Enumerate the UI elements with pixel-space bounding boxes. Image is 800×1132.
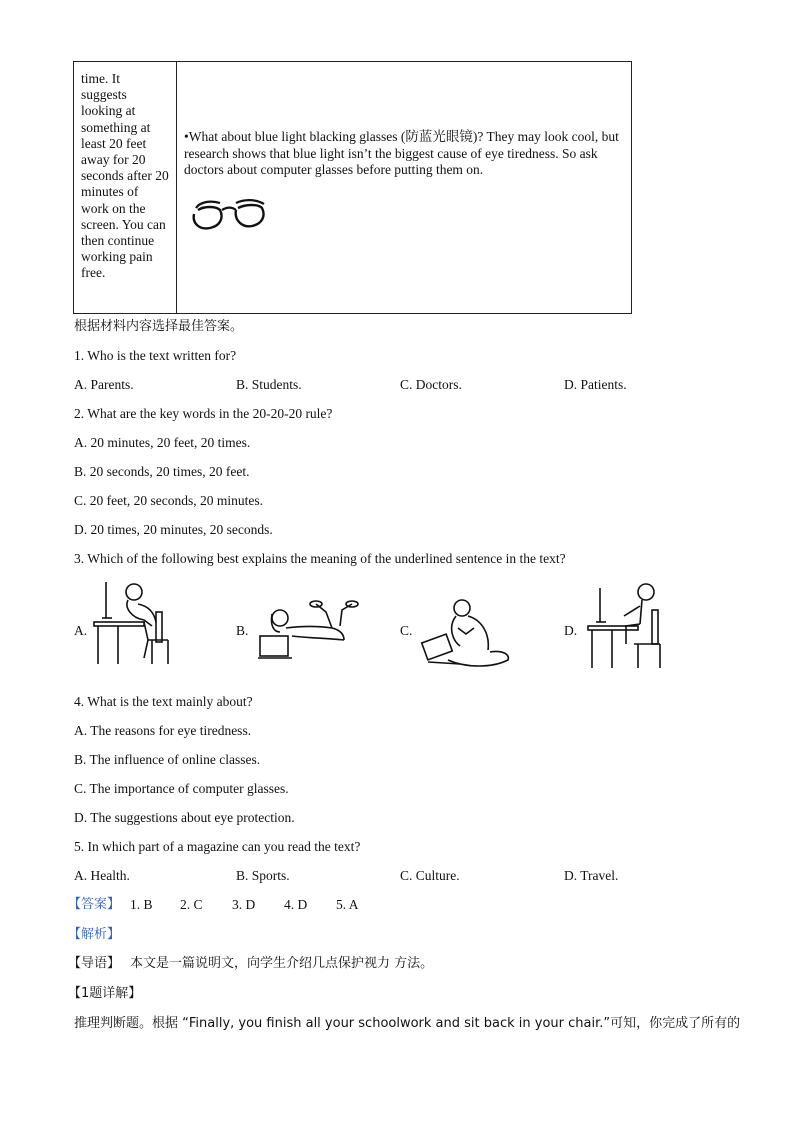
question-5-stem: 5. In which part of a magazine can you read the text? (74, 839, 361, 854)
answer-item-4: 4. D (284, 897, 308, 912)
q1-option-b[interactable]: B. Students. (236, 377, 302, 392)
question-1-stem: 1. Who is the text written for? (74, 348, 237, 363)
q4-option-b[interactable]: B. The influence of online classes. (74, 752, 261, 767)
q3-option-a[interactable]: A. (74, 623, 88, 638)
question-4-stem: 4. What is the text mainly about? (74, 694, 253, 709)
q3-option-c[interactable]: C. (400, 623, 413, 638)
guide-text: 本文是一篇说明文，向学生介绍几点保护视力 方法。 (130, 956, 434, 971)
answer-label: 【答案】 (68, 897, 121, 912)
question-3-stem: 3. Which of the following best explains the meaning of the underlined sentence in the text? (74, 551, 566, 566)
q4-option-c[interactable]: C. The importance of computer glasses. (74, 781, 289, 796)
q2-option-b[interactable]: B. 20 seconds, 20 times, 20 feet. (74, 464, 250, 479)
sitting-on-floor-laptop-icon (418, 598, 514, 670)
instruction-text: 根据材料内容选择最佳答案。 (74, 319, 244, 334)
table-left-cell (74, 62, 177, 313)
q4-option-d[interactable]: D. The suggestions about eye protection. (74, 810, 295, 825)
analysis-label: 【解析】 (68, 927, 121, 942)
answer-item-3: 3. D (232, 897, 256, 912)
q4-option-a[interactable]: A. The reasons for eye tiredness. (74, 723, 252, 738)
right-cell-text: •What about blue light blacking glasses (防蓝光眼镜)? They may look cool, but research shows that blue light isn’t the biggest cause of eye tiredness. So ask doctors about computer glasses before putting them on. (184, 129, 619, 178)
q5-option-d[interactable]: D. Travel. (564, 868, 619, 883)
q2-option-d[interactable]: D. 20 times, 20 minutes, 20 seconds. (74, 522, 273, 537)
detail-label: 【1题详解】 (68, 986, 142, 1001)
q2-option-a[interactable]: A. 20 minutes, 20 feet, 20 times. (74, 435, 251, 450)
q5-option-b[interactable]: B. Sports. (236, 868, 290, 883)
q1-option-a[interactable]: A. Parents. (74, 377, 134, 392)
q5-option-c[interactable]: C. Culture. (400, 868, 460, 883)
guide-label: 【导语】 (68, 956, 121, 971)
q1-option-d[interactable]: D. Patients. (564, 377, 627, 392)
q3-option-b[interactable]: B. (236, 623, 249, 638)
answer-item-2: 2. C (180, 897, 203, 912)
answer-item-1: 1. B (130, 897, 153, 912)
question-2-stem: 2. What are the key words in the 20-20-20 rule? (74, 406, 333, 421)
q3-option-d[interactable]: D. (564, 623, 578, 638)
q2-option-c[interactable]: C. 20 feet, 20 seconds, 20 minutes. (74, 493, 263, 508)
q5-option-a[interactable]: A. Health. (74, 868, 130, 883)
slouching-at-desk-icon (88, 578, 178, 666)
left-cell-text: time. It suggests looking at something at least 20 feet away for 20 seconds after 20 minutes of work on the screen. You can then continue working pain free. (81, 71, 169, 281)
upright-at-desk-icon (584, 580, 668, 670)
passage-table (73, 61, 632, 314)
glasses-icon (190, 194, 268, 240)
detail-text: 推理判断题。根据 “Finally, you finish all your schoolwork and sit back in your chair.”可知，你完成了所有的 (74, 1016, 741, 1031)
answer-item-5: 5. A (336, 897, 359, 912)
q1-option-c[interactable]: C. Doctors. (400, 377, 462, 392)
lying-with-laptop-icon (256, 596, 362, 668)
